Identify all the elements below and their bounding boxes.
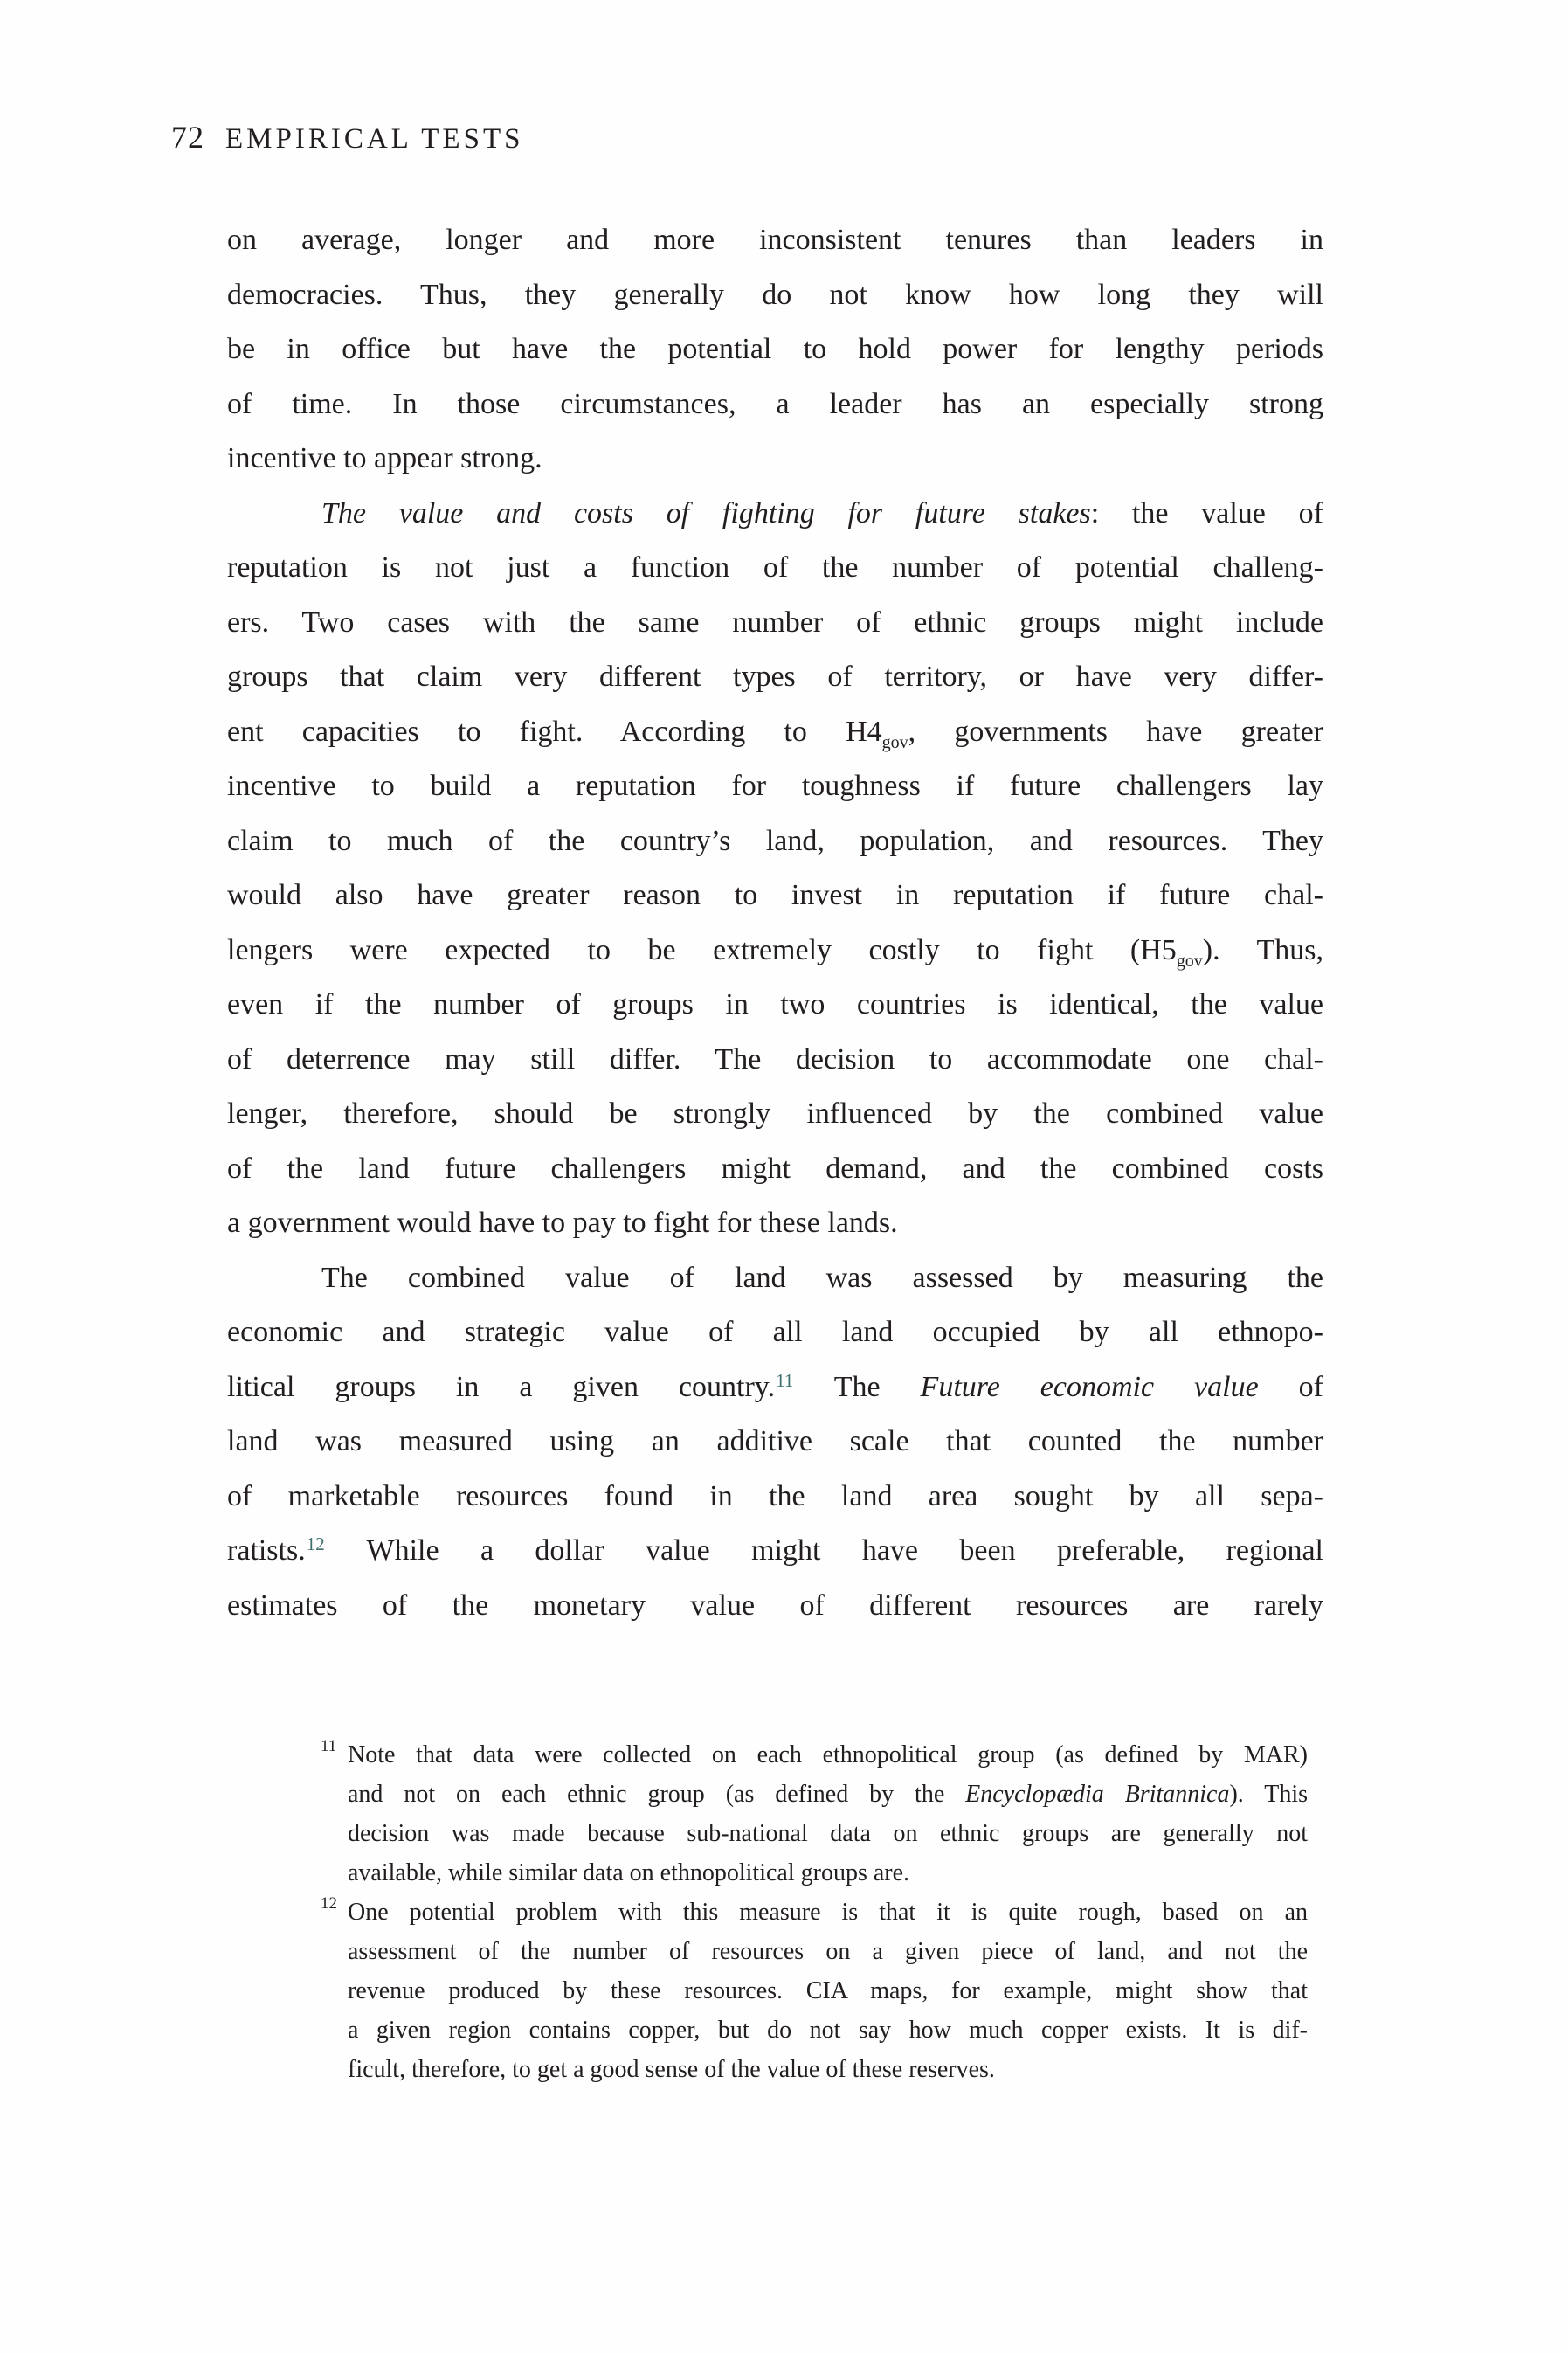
footnote-reference: 12 [306, 1533, 325, 1554]
text-segment: of [1258, 1370, 1323, 1403]
text-line [227, 432, 1323, 487]
footnote-line [348, 1853, 1308, 1893]
text-segment: and not on each ethnic group (as defined by the [348, 1781, 966, 1808]
text-segment: incentive to appear strong. [227, 442, 542, 474]
subscript-text: gov [1176, 951, 1203, 971]
text-segment: a given region contains copper, but do not say how much copper exists. It is dif- [348, 2017, 1308, 2044]
text-segment: of marketable resources found in the land area sought by all sepa- [227, 1479, 1323, 1512]
footnote-line [348, 2010, 1308, 2050]
footnote-reference: 11 [776, 1369, 794, 1391]
text-line [227, 1360, 1323, 1415]
text-segment: a government would have to pay to fight for these lands. [227, 1207, 898, 1239]
text-line [227, 322, 1323, 377]
text-line [227, 1087, 1323, 1142]
italic-text: Future economic value [920, 1370, 1259, 1403]
body-text [227, 213, 1323, 1633]
footnote-marker: 12 [321, 1894, 337, 1913]
text-line [227, 1196, 1323, 1251]
text-line [227, 213, 1323, 268]
text-line [227, 924, 1323, 979]
text-segment: assessment of the number of resources on a given piece of land, and not the [348, 1938, 1308, 1965]
text-segment: : the value of [1090, 496, 1323, 529]
text-segment: ). Thus, [1202, 933, 1323, 966]
text-segment: of time. In those circumstances, a leader has an especially strong [227, 387, 1323, 420]
text-line [227, 377, 1323, 433]
text-line [227, 814, 1323, 869]
text-segment: land was measured using an additive scale that counted the number [227, 1425, 1323, 1457]
page-header [171, 119, 523, 156]
text-line [227, 1415, 1323, 1470]
text-segment: ent capacities to fight. According to H4 [227, 715, 882, 748]
text-segment: ers. Two cases with the same number of ethnic groups might include [227, 606, 1323, 639]
subscript-text: gov [881, 732, 908, 752]
text-segment: even if the number of groups in two countries is identical, the value [227, 988, 1323, 1021]
text-line [227, 1524, 1323, 1579]
footnote-line [348, 1814, 1308, 1853]
text-line [227, 1305, 1323, 1360]
text-segment: revenue produced by these resources. CIA maps, for example, might show that [348, 1977, 1308, 2004]
italic-text: Encyclopædia Britannica [965, 1781, 1230, 1808]
text-segment: be in office but have the potential to hold power for lengthy periods [227, 333, 1323, 365]
text-segment: economic and strategic value of all land occupied by all ethnopo- [227, 1316, 1323, 1348]
footnote-section [321, 1735, 1308, 2089]
footnote-marker: 11 [321, 1737, 337, 1755]
text-segment: would also have greater reason to invest in reputation if future chal- [227, 879, 1323, 911]
text-segment: While a dollar value might have been preferable, regional [325, 1534, 1323, 1567]
text-segment: The [794, 1370, 921, 1403]
text-line [227, 1033, 1323, 1088]
footnote-line [348, 1932, 1308, 1971]
text-line [227, 1142, 1323, 1197]
text-segment: lenger, therefore, should be strongly influenced by the combined value [227, 1097, 1323, 1130]
text-line [227, 978, 1323, 1033]
footnote-line [348, 2050, 1308, 2089]
text-segment: lengers were expected to be extremely costly to fight (H5 [227, 933, 1177, 966]
text-segment: of deterrence may still differ. The decision to accommodate one chal- [227, 1042, 1323, 1076]
running-head-title: EMPIRICAL TESTS [225, 123, 524, 155]
text-line [227, 596, 1323, 651]
footnote-line [321, 1893, 1308, 1932]
text-segment: , governments have greater [908, 715, 1323, 748]
text-segment: ratists. [227, 1534, 306, 1567]
italic-text: The value and costs of fighting for future stakes [321, 496, 1091, 529]
text-segment: available, while similar data on ethnopolitical groups are. [348, 1859, 910, 1886]
text-segment: decision was made because sub-national data on ethnic groups are generally not [348, 1820, 1308, 1847]
text-segment: democracies. Thus, they generally do not know how long they will [227, 278, 1323, 311]
text-line [227, 705, 1323, 760]
footnote-line [348, 1971, 1308, 2010]
text-segment: groups that claim very different types of territory, or have very differ- [227, 661, 1323, 693]
footnote-line [321, 1735, 1308, 1775]
text-segment: ficult, therefore, to get a good sense of the value of these reserves. [348, 2056, 995, 2083]
text-segment: Note that data were collected on each ethnopolitical group (as defined by MAR) [348, 1741, 1308, 1768]
text-segment: litical groups in a given country. [227, 1370, 776, 1403]
text-segment: The combined value of land was assessed by measuring the [321, 1261, 1323, 1294]
text-segment: ). This [1229, 1781, 1308, 1808]
text-segment: incentive to build a reputation for toughness if future challengers lay [227, 770, 1323, 802]
text-line [227, 650, 1323, 705]
text-line [227, 541, 1323, 596]
text-line [227, 1470, 1323, 1525]
text-segment: on average, longer and more inconsistent tenures than leaders in [227, 224, 1323, 256]
text-line [227, 487, 1323, 542]
text-line [227, 268, 1323, 323]
page-number: 72 [171, 120, 204, 155]
text-segment: of the land future challengers might demand, and the combined costs [227, 1152, 1323, 1185]
text-line [227, 759, 1323, 814]
footnote-line [348, 1775, 1308, 1814]
text-segment: claim to much of the country’s land, population, and resources. They [227, 824, 1323, 857]
text-line [227, 869, 1323, 924]
text-line [227, 1579, 1323, 1634]
text-segment: estimates of the monetary value of different resources are rarely [227, 1588, 1323, 1622]
text-segment: One potential problem with this measure is that it is quite rough, based on an [348, 1899, 1308, 1926]
text-line [227, 1251, 1323, 1306]
text-segment: reputation is not just a function of the number of potential challeng- [227, 551, 1323, 584]
